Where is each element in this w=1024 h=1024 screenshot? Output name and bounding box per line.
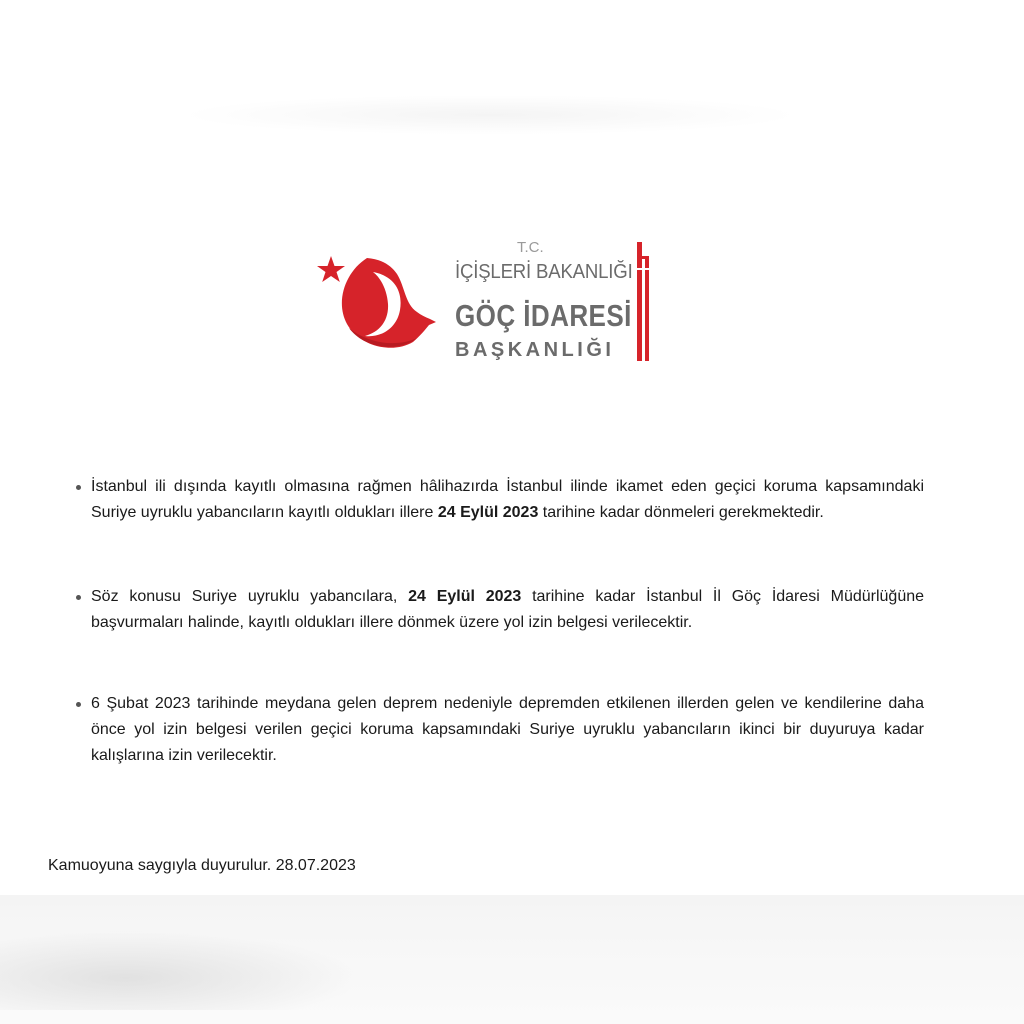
bottom-smudge xyxy=(0,930,360,1010)
bullet-icon xyxy=(76,702,81,707)
logo-tc-text: T.C. xyxy=(517,239,544,256)
bullet-text: tarihine kadar İstanbul İl Göç İdaresi Müdürlüğüne başvurmaları halinde, kayıtlı oldukları illere dönmek üzere yol izin belgesi verilecektir. xyxy=(91,588,925,631)
star-icon xyxy=(317,256,345,282)
bullet-text: 6 Şubat 2023 tarihinde meydana gelen deprem nedeniyle depremden etkilenen illerden gelen ve kendilerine daha önce yol izin belgesi verilen geçici koruma kapsamındaki Suriye uyruklu yabancıların ikinci bir duyuruya kadar kalışlarına izin verilecektir. xyxy=(91,695,924,764)
bullet-list xyxy=(72,474,924,769)
bullet-item-travel-permit xyxy=(72,584,924,636)
bullet-icon xyxy=(76,485,81,490)
bullet-text: İstanbul ili dışında kayıtlı olmasına rağmen hâlihazırda İstanbul ilinde ikamet eden geçici koruma kapsamındaki Suriye uyruklu yabancıların kayıtlı oldukları illere xyxy=(91,478,924,521)
bullet-deadline-date: 24 Eylül 2023 xyxy=(408,588,522,605)
bullet-item-return-deadline xyxy=(72,474,924,526)
flag-bar-right xyxy=(645,256,649,361)
bullet-item-earthquake-exemption xyxy=(72,691,924,769)
bullet-icon xyxy=(76,595,81,600)
logo-presidency-text: BAŞKANLIĞI xyxy=(455,339,615,361)
bullet-text: Söz konusu Suriye uyruklu yabancılara, xyxy=(91,588,409,605)
goc-idaresi-logo xyxy=(305,232,665,367)
logo-ministry-text: İÇİŞLERİ BAKANLIĞI xyxy=(455,261,633,283)
logo-directorate-text: GÖÇ İDARESİ xyxy=(455,298,632,333)
bullet-deadline-date: 24 Eylül 2023 xyxy=(437,504,539,521)
closing-statement: Kamuoyuna saygıyla duyurulur. 28.07.2023 xyxy=(48,857,356,874)
top-haze xyxy=(180,95,800,135)
announcement-body xyxy=(72,474,924,769)
bullet-text: tarihine kadar dönmeleri gerekmektedir. xyxy=(538,504,824,521)
flag-bar-left xyxy=(637,242,642,361)
